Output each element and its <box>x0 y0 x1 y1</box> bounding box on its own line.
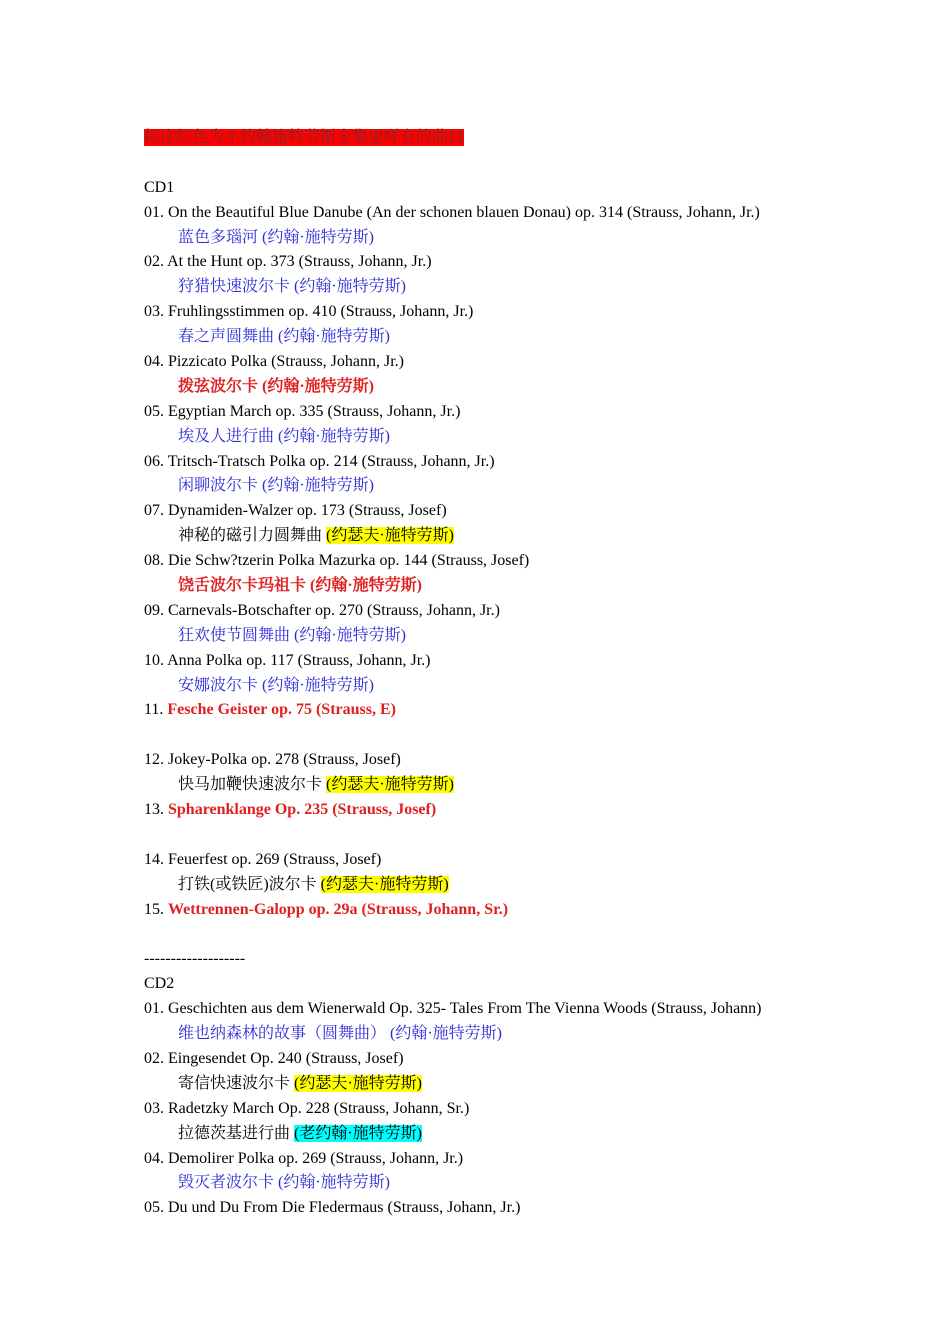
track-title-missing: Fesche Geister op. 75 (Strauss, E) <box>167 701 396 719</box>
track-row-missing <box>144 698 844 723</box>
track-chinese-title: 蓝色多瑙河 (约翰·施特劳斯) <box>178 228 374 246</box>
track-chinese-title: 快马加鞭快速波尔卡 <box>178 776 323 794</box>
track-row-missing <box>144 898 844 923</box>
track-title: 02. Eingesendet Op. 240 (Strauss, Josef) <box>144 1049 404 1067</box>
track-chinese-title: 安娜波尔卡 (约翰·施特劳斯) <box>178 676 374 694</box>
track-number: 15. <box>144 900 164 918</box>
track-title: 08. Die Schw?tzerin Polka Mazurka op. 144 (Strauss, Josef) <box>144 552 530 570</box>
track-title: 14. Feuerfest op. 269 (Strauss, Josef) <box>144 850 382 868</box>
track-chinese-title: 神秘的磁引力圆舞曲 <box>178 527 323 545</box>
track-chinese-row <box>144 873 844 898</box>
track-chinese-title: 打铁(或铁匠)波尔卡 <box>178 875 317 893</box>
composer-highlight: (约瑟夫·施特劳斯) <box>320 875 449 893</box>
track-title: 12. Jokey-Polka op. 278 (Strauss, Josef) <box>144 751 401 769</box>
track-chinese-title-missing: 拨弦波尔卡 (约翰·施特劳斯) <box>178 377 374 395</box>
blank-line <box>144 151 844 176</box>
track-chinese-row <box>144 1122 844 1147</box>
note-row <box>144 126 844 151</box>
track-number: 11. <box>144 701 164 719</box>
track-chinese-row <box>144 1072 844 1097</box>
track-chinese-title: 寄信快速波尔卡 <box>178 1074 291 1092</box>
blank-line <box>144 723 844 748</box>
track-title: 05. Egyptian March op. 335 (Strauss, Johann, Jr.) <box>144 402 461 420</box>
track-title: 09. Carnevals-Botschafter op. 270 (Strauss, Johann, Jr.) <box>144 601 500 619</box>
track-title-missing: Wettrennen-Galopp op. 29a (Strauss, Johann, Sr.) <box>168 900 509 918</box>
track-chinese-title: 狩猎快速波尔卡 (约翰·施特劳斯) <box>178 278 406 296</box>
red-note: 标注红色为小约翰施特劳斯全集里咩有的曲目 <box>144 129 465 146</box>
track-title: 05. Du und Du From Die Fledermaus (Strauss, Johann, Jr.) <box>144 1199 521 1217</box>
track-chinese-title: 闲聊波尔卡 (约翰·施特劳斯) <box>178 477 374 495</box>
track-title: 01. On the Beautiful Blue Danube (An der schonen blauen Donau) op. 314 (Strauss, Johann, Jr.) <box>144 203 760 221</box>
composer-highlight: (约瑟夫·施特劳斯) <box>294 1074 423 1092</box>
cd1-heading: CD1 <box>144 178 175 196</box>
document-page <box>144 126 844 1221</box>
track-chinese-row <box>144 773 844 798</box>
blank-line <box>144 923 844 948</box>
composer-highlight: (老约翰·施特劳斯) <box>294 1124 423 1142</box>
track-chinese-title: 毁灭者波尔卡 (约翰·施特劳斯) <box>178 1174 390 1192</box>
track-chinese-title: 春之声圆舞曲 (约翰·施特劳斯) <box>178 328 390 346</box>
track-chinese-title: 维也纳森林的故事（圆舞曲） (约翰·施特劳斯) <box>178 1025 502 1043</box>
track-title: 03. Radetzky March Op. 228 (Strauss, Johann, Sr.) <box>144 1099 470 1117</box>
track-title: 01. Geschichten aus dem Wienerwald Op. 325- Tales From The Vienna Woods (Strauss, Johann) <box>144 1000 762 1018</box>
track-title: 03. Fruhlingsstimmen op. 410 (Strauss, Johann, Jr.) <box>144 303 474 321</box>
divider: ------------------- <box>144 950 246 968</box>
track-title: 04. Pizzicato Polka (Strauss, Johann, Jr.) <box>144 353 404 371</box>
blank-line <box>144 823 844 848</box>
track-title: 07. Dynamiden-Walzer op. 173 (Strauss, Josef) <box>144 502 447 520</box>
track-row-missing <box>144 798 844 823</box>
track-title: 10. Anna Polka op. 117 (Strauss, Johann, Jr.) <box>144 651 431 669</box>
track-chinese-title-missing: 饶舌波尔卡玛祖卡 (约翰·施特劳斯) <box>178 577 422 595</box>
composer-highlight: (约瑟夫·施特劳斯) <box>326 776 455 794</box>
composer-highlight: (约瑟夫·施特劳斯) <box>326 527 455 545</box>
cd2-heading: CD2 <box>144 975 175 993</box>
track-chinese-title: 狂欢使节圆舞曲 (约翰·施特劳斯) <box>178 626 406 644</box>
track-title-missing: Spharenklange Op. 235 (Strauss, Josef) <box>168 801 437 819</box>
track-title: 06. Tritsch-Tratsch Polka op. 214 (Strauss, Johann, Jr.) <box>144 452 495 470</box>
track-title: 04. Demolirer Polka op. 269 (Strauss, Johann, Jr.) <box>144 1149 464 1167</box>
track-number: 13. <box>144 801 164 819</box>
track-chinese-row <box>144 524 844 549</box>
track-title: 02. At the Hunt op. 373 (Strauss, Johann, Jr.) <box>144 253 432 271</box>
track-chinese-title: 拉德茨基进行曲 <box>178 1124 291 1142</box>
track-chinese-title: 埃及人进行曲 (约翰·施特劳斯) <box>178 427 390 445</box>
